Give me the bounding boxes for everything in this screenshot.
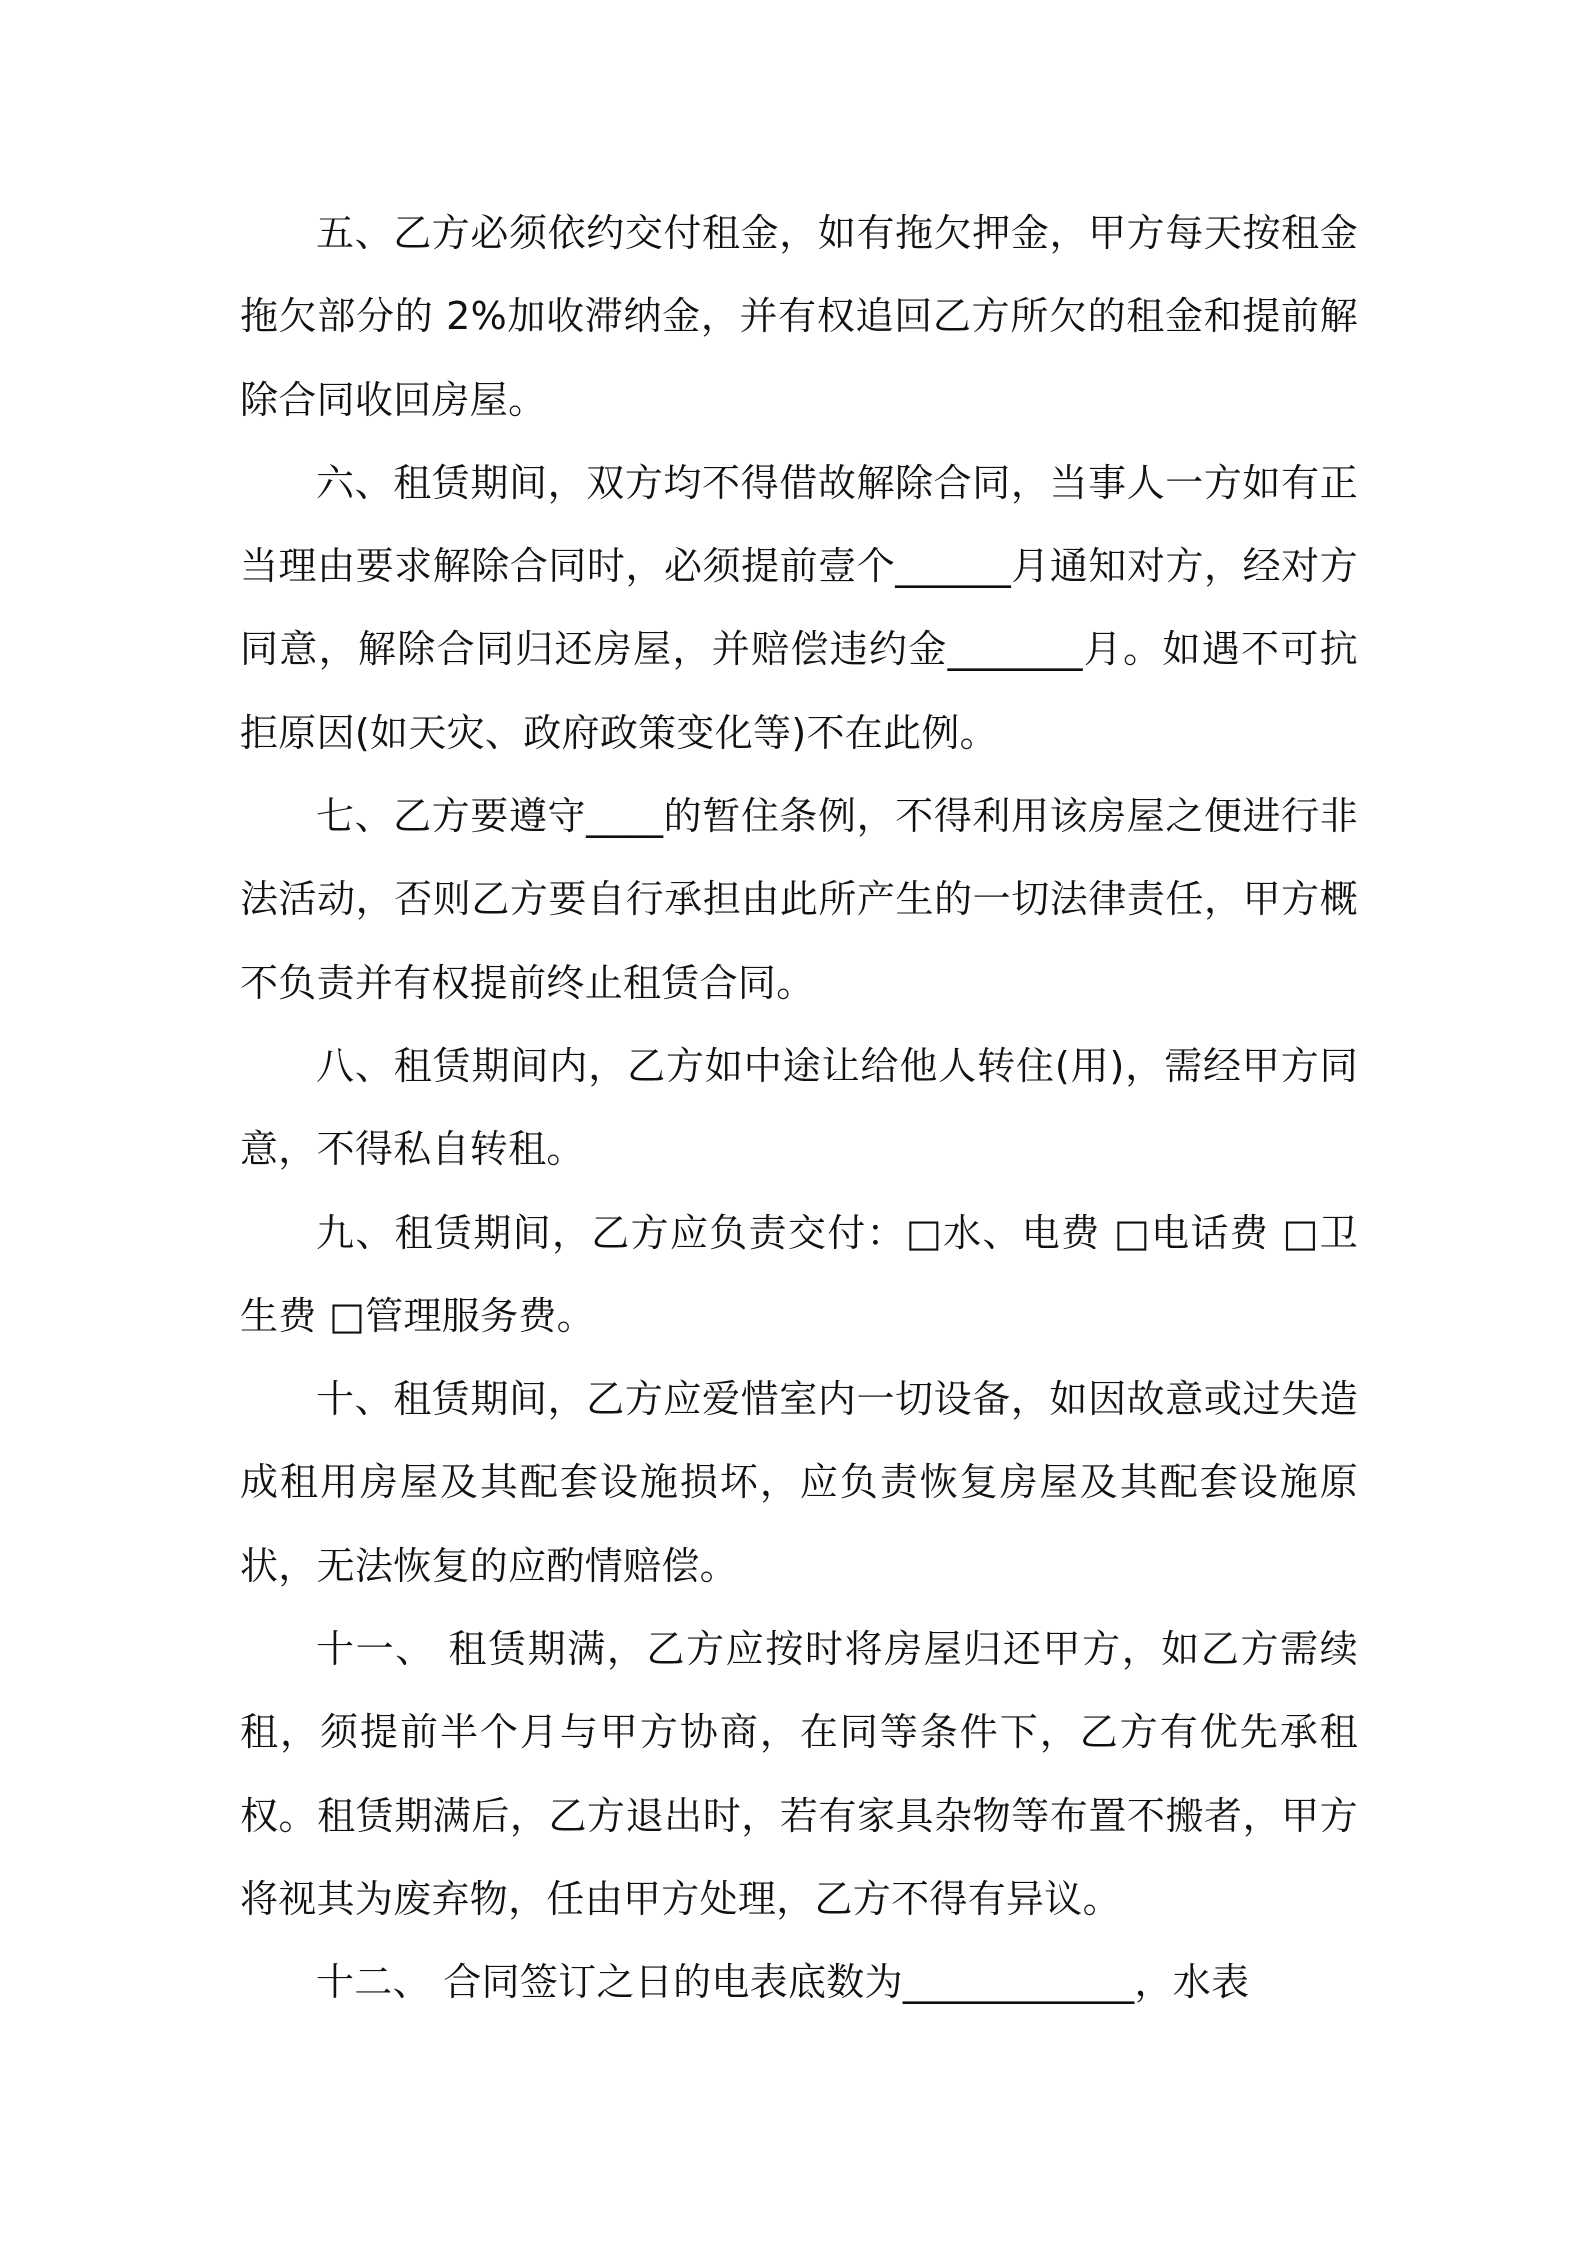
clause-8	[240, 1025, 1358, 1192]
clause-9	[240, 1192, 1358, 1359]
clause-7	[240, 775, 1358, 1025]
clause-12	[240, 1941, 1358, 2024]
clause-6-text: 六、租赁期间，双方均不得借故解除合同，当事人一方如有正当理由要求解除合同时，必须提前壹个______月通知对方，经对方同意，解除合同归还房屋，并赔偿违约金_______月。如遇不可抗拒原因(如天灾、政府政策变化等)不在此例。	[240, 460, 1358, 755]
clause-11	[240, 1608, 1358, 1941]
clause-7-text: 七、乙方要遵守____的暂住条例，不得利用该房屋之便进行非法活动，否则乙方要自行承担由此所产生的一切法律责任，甲方概不负责并有权提前终止租赁合同。	[240, 794, 1358, 1005]
clause-10-text: 十、租赁期间，乙方应爱惜室内一切设备，如因故意或过失造成租用房屋及其配套设施损坏，应负责恢复房屋及其配套设施原状，无法恢复的应酌情赔偿。	[240, 1377, 1358, 1588]
clause-6	[240, 442, 1358, 775]
clause-8-text: 八、租赁期间内，乙方如中途让给他人转住(用)，需经甲方同意，不得私自转租。	[240, 1043, 1358, 1172]
clause-11-text: 十一、 租赁期满，乙方应按时将房屋归还甲方，如乙方需续租，须提前半个月与甲方协商，在同等条件下，乙方有优先承租权。租赁期满后，乙方退出时，若有家具杂物等布置不搬者，甲方将视其为废弃物，任由甲方处理，乙方不得有异议。	[240, 1627, 1358, 1921]
clause-5	[240, 192, 1358, 442]
clause-10	[240, 1358, 1358, 1608]
clause-9-text: 九、租赁期间，乙方应负责交付：□水、电费 □电话费 □卫生费 □管理服务费。	[240, 1210, 1358, 1338]
clause-5-text: 五、乙方必须依约交付租金，如有拖欠押金，甲方每天按租金拖欠部分的 2%加收滞纳金，并有权追回乙方所欠的租金和提前解除合同收回房屋。	[240, 211, 1358, 422]
contract-page	[240, 192, 1358, 2025]
clause-12-text: 十二、 合同签订之日的电表底数为____________，水表	[316, 1960, 1250, 2005]
